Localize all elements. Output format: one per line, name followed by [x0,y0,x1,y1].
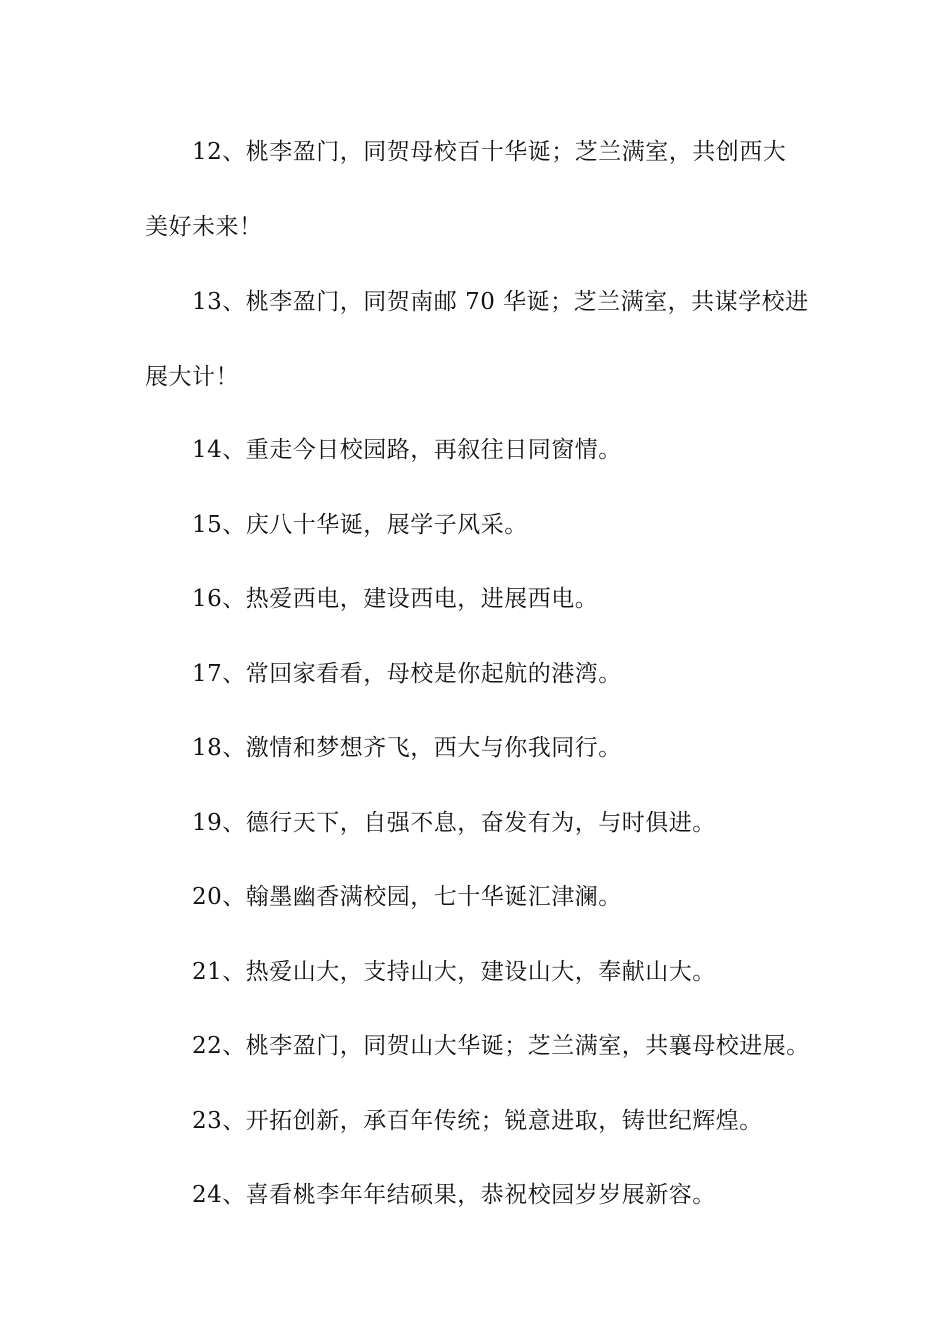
item-15: 15、庆八十华诞，展学子风采。 [192,512,528,538]
item-18: 18、激情和梦想齐飞，西大与你我同行。 [192,735,622,761]
item-21: 21、热爱山大，支持山大，建设山大，奉献山大。 [192,959,716,985]
item-13-line-1: 13、桃李盈门，同贺南邮 70 华诞；芝兰满室，共谋学校进 [192,289,809,315]
item-22: 22、桃李盈门，同贺山大华诞；芝兰满室，共襄母校进展。 [192,1033,810,1059]
item-19: 19、德行天下，自强不息，奋发有为，与时俱进。 [192,810,716,836]
item-23: 23、开拓创新，承百年传统；锐意进取，铸世纪辉煌。 [192,1108,763,1134]
item-24: 24、喜看桃李年年结硕果，恭祝校园岁岁展新容。 [192,1182,716,1208]
item-12-line-2: 美好未来！ [145,214,263,240]
item-13-line-2: 展大计！ [145,364,239,390]
item-20: 20、翰墨幽香满校园，七十华诞汇津澜。 [192,884,622,910]
item-16: 16、热爱西电，建设西电，进展西电。 [192,586,599,612]
item-17: 17、常回家看看，母校是你起航的港湾。 [192,661,622,687]
item-12-line-1: 12、桃李盈门，同贺母校百十华诞；芝兰满室，共创西大 [192,139,787,165]
item-14: 14、重走今日校园路，再叙往日同窗情。 [192,437,622,463]
